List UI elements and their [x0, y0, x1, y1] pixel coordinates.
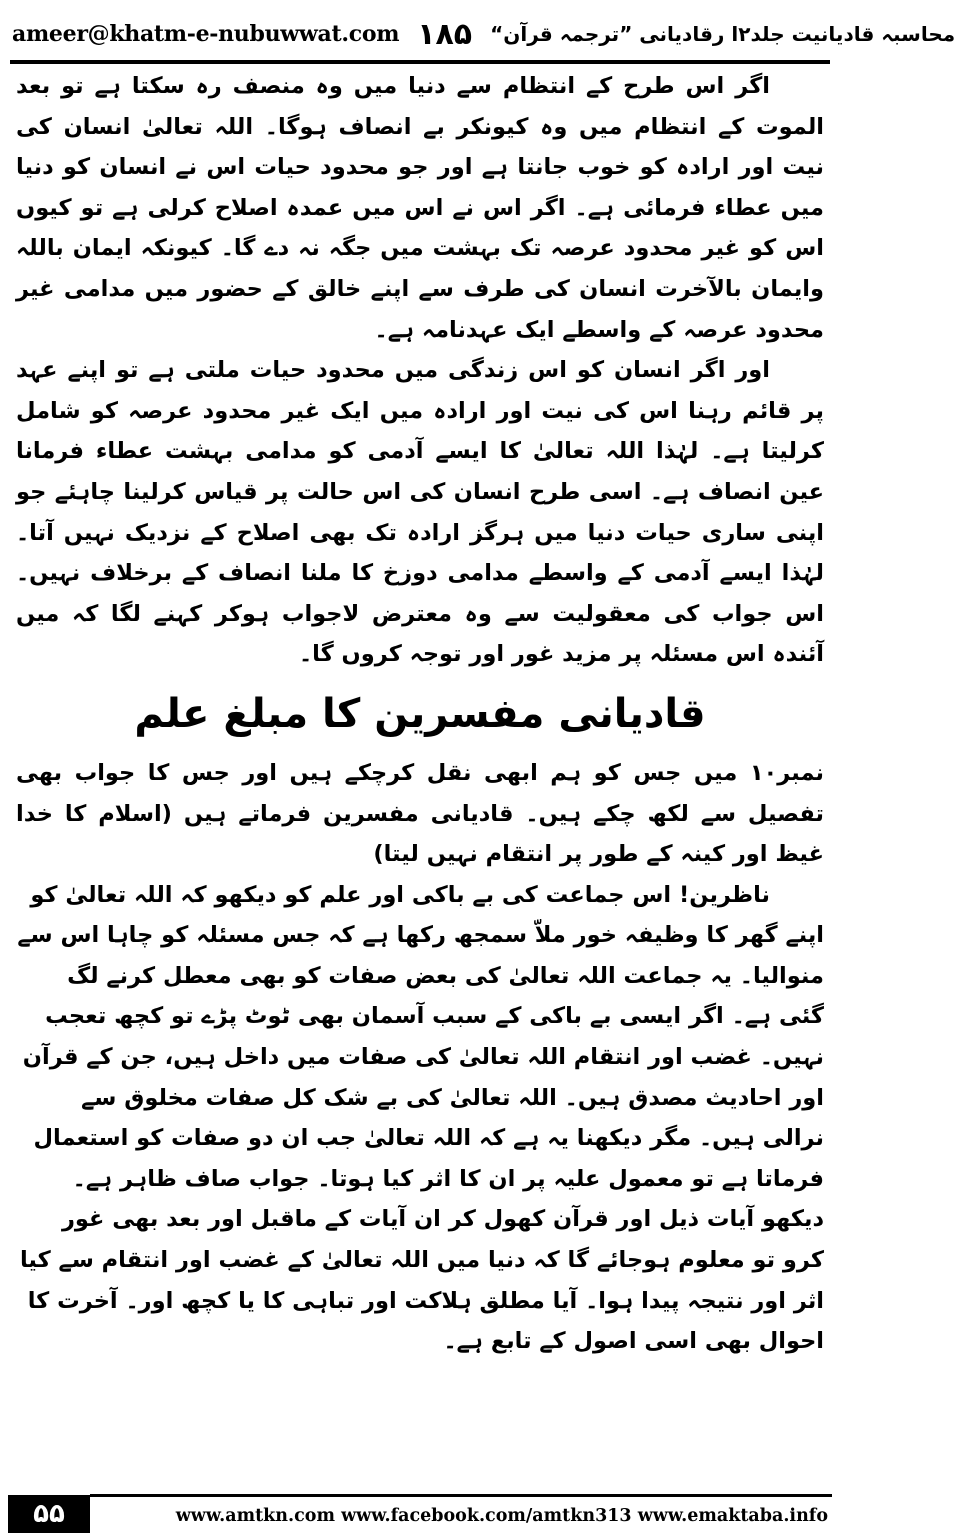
page-body: [16, 66, 824, 1466]
page-footer: [8, 1494, 832, 1534]
footer-page-number: ۵۵: [8, 1495, 90, 1533]
header-page-number: ۱۸۵: [417, 16, 473, 52]
header-book-title: محاسبہ قادیانیت جلد۲ا رقادیانی ”ترجمہ قرآن“: [490, 22, 955, 46]
footer-urls: www.amtkn.com www.facebook.com/amtkn313 www.emaktaba.info: [90, 1494, 832, 1535]
page-header: [12, 8, 955, 60]
body-paragraph: ناظرین! اس جماعت کی بے باکی اور علم کو دیکھو کہ اللہ تعالیٰ کو اپنے گھر کا وظیفہ خور ملاّ سمجھ رکھا ہے کہ جس مسئلہ کو چاہا اس سے منوالیا۔ یہ جماعت اللہ تعالیٰ کی بعض صفات کو بھی معطل کرنے لگ گئی ہے۔ اگر ایسی بے باکی کے سبب آسمان بھی ٹوٹ پڑے تو کچھ تعجب نہیں۔ غضب اور انتقام اللہ تعالیٰ کی صفات میں داخل ہیں، جن کے قرآن اور احادیث مصدق ہیں۔ اللہ تعالیٰ کی بے شک کل صفات مخلوق سے نرالی ہیں۔ مگر دیکھنا یہ ہے کہ اللہ تعالیٰ جب ان دو صفات کو استعمال فرماتا ہے تو معمول علیہ پر ان کا اثر کیا ہوتا۔ جواب صاف ظاہر ہے۔ دیکھو آیات ذیل اور قرآن کھول کر ان آیات کے ماقبل اور بعد بھی غور کرو تو معلوم ہوجائے گا کہ دنیا میں اللہ تعالیٰ کے غضب اور انتقام سے کیا اثر اور نتیجہ پیدا ہوا۔ آیا مطلق ہلاکت اور تباہی کا یا کچھ اور۔ آخرت کا احوال بھی اسی اصول کے تابع ہے۔: [17, 881, 824, 1355]
header-email: ameer@khatm-e-nubuwwat.com: [12, 21, 400, 47]
body-paragraph: اور اگر انسان کو اس زندگی میں محدود حیات ملتی ہے تو اپنے عہد پر قائم رہنا اس کی نیت اور ارادہ میں ایک غیر محدود عرصہ کو شامل کرلیتا ہے۔ لہٰذا اللہ تعالیٰ کا ایسے آدمی کو مدامی بہشت عطاء فرمانا عین انصاف ہے۔ اسی طرح انسان کی اس حالت پر قیاس کرلینا چاہئے جو اپنی ساری حیات دنیا میں ہرگز ارادہ تک بھی اصلاح کے نزدیک نہیں آتا۔ لہٰذا ایسے آدمی کے واسطے مدامی دوزخ کا ملنا انصاف کے برخلاف نہیں۔ اس جواب کی معقولیت سے وہ معترض لاجواب ہوکر کہنے لگا کہ میں آئندہ اس مسئلہ پر مزید غور اور توجہ کروں گا۔: [16, 357, 824, 668]
body-paragraph: نمبر۱۰ میں جس کو ہم ابھی نقل کرچکے ہیں اور جس کا جواب بھی تفصیل سے لکھ چکے ہیں۔ قادیانی مفسرین فرماتے ہیں (اسلام کا خدا غیظ اور کینہ کے طور پر انتقام نہیں لیتا): [16, 759, 824, 868]
body-paragraph: اگر اس طرح کے انتظام سے دنیا میں وہ منصف رہ سکتا ہے تو بعد الموت کے انتظام میں وہ کیونکر بے انصاف ہوگا۔ اللہ تعالیٰ انسان کی نیت اور ارادہ کو خوب جانتا ہے اور جو محدود حیات اس نے انسان کو دنیا میں عطاء فرمائی ہے۔ اگر اس نے اس میں عمدہ اصلاح کرلی ہے تو کیوں اس کو غیر محدود عرصہ تک بہشت میں جگہ نہ دے گا۔ کیونکہ ایمان باللہ وایمان بالآخرت انسان کی طرف سے اپنے خالق کے حضور میں مدامی غیر محدود عرصہ کے واسطے ایک عہدنامہ ہے۔: [16, 73, 824, 343]
section-heading: قادیانی مفسرین کا مبلغ علم: [134, 690, 706, 737]
header-divider: [10, 60, 830, 64]
